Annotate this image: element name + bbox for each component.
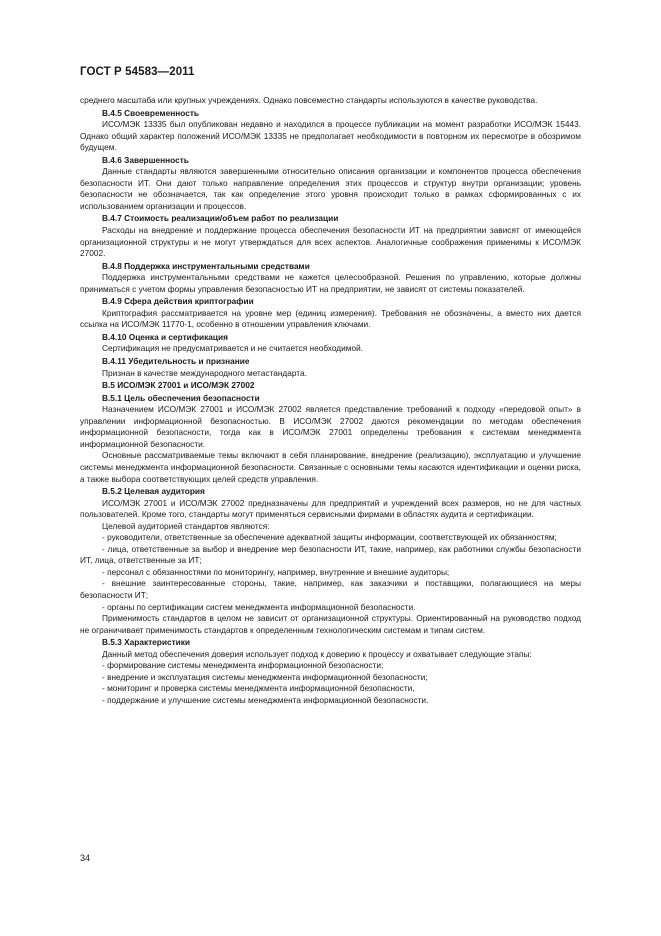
section-heading: В.4.6 Завершенность xyxy=(102,154,189,165)
list-item: - внешние заинтересованные стороны, такие, например, как заказчики и поставщики, полагающиеся на меры безопасности ИТ; xyxy=(80,578,581,600)
section-heading: В.4.11 Убедительность и признание xyxy=(102,356,250,367)
paragraph: Расходы на внедрение и поддержание процесса обеспечения безопасности ИТ на предприятии зависят от имеющейся организационной структуры и не могут утверждаться для всех аспектов. Аналогичные соображения применимы к ИСО/МЭК 27002. xyxy=(80,225,581,259)
paragraph: Применимость стандартов в целом не зависит от организационной структуры. Ориентированный на руководство подход не ограничивает применимость стандартов к определенным технологическим системам и типам систем. xyxy=(80,613,581,635)
section-heading: В.4.9 Сфера действия криптографии xyxy=(102,296,254,307)
page-body xyxy=(80,95,581,706)
section-heading: В.5 ИСО/МЭК 27001 и ИСО/МЭК 27002 xyxy=(102,380,255,391)
list-item: - руководители, ответственные за обеспечение адекватной защиты информации, соответствующей их обязанностям; xyxy=(102,532,557,543)
section-heading: В.4.8 Поддержка инструментальными средствами xyxy=(102,260,310,271)
list-item: - внедрение и эксплуатация системы менеджмента информационной безопасности; xyxy=(102,671,428,682)
paragraph: Целевой аудиторией стандартов являются: xyxy=(102,520,270,531)
paragraph: Назначением ИСО/МЭК 27001 и ИСО/МЭК 27002 является представление требований к подходу «передовой опыт» в управлении информационной безопасностью. В ИСО/МЭК 27002 даются рекомендации по методам обеспечения информационной безопасности, тогда как в ИСО/МЭК 27001 определены требования к системам менеджмента информационной безопасности. xyxy=(80,404,581,449)
paragraph: Данные стандарты являются завершенными относительно описания организации и компонентов процесса обеспечения безопасности ИТ. Они дают только направление определения этих процессов и структур внутри организации; уровень безопасности не обозначается, так как определение этого уровня происходит только в рамках сформированных с их использованием организации и процессов. xyxy=(80,166,581,211)
paragraph: ИСО/МЭК 13335 был опубликован недавно и находился в процессе публикации на момент разработки ИСО/МЭК 15443. Однако общий характер положений ИСО/МЭК 13335 не предполагает необходимости в повторном их пересмотре в обозримом будущем. xyxy=(80,119,581,153)
section-heading: В.5.1 Цель обеспечения безопасности xyxy=(102,392,260,403)
list-item: - лица, ответственные за выбор и внедрение мер безопасности ИТ, такие, например, как работники службы безопасности ИТ, лица, ответственные за ИТ; xyxy=(80,543,581,566)
paragraph: Данный метод обеспечения доверия использует подход к доверию к процессу и охватывает следующие этапы: xyxy=(102,648,532,659)
page-number: 34 xyxy=(80,853,91,863)
paragraph: среднего масштаба или крупных учреждениях. Однако повсеместно стандарты используются в качестве руководства. xyxy=(80,95,538,105)
list-item: - формирование системы менеджмента информационной безопасности; xyxy=(102,660,384,671)
section-heading: В.4.7 Стоимость реализации/объем работ по реализации xyxy=(102,213,339,224)
paragraph: Поддержка инструментальными средствами не кажется целесообразной. Решения по управлению, которые должны приниматься с учетом формы управления безопасностью ИТ на предприятии, не зависят от системы показателей. xyxy=(80,272,581,294)
list-item: - поддержание и улучшение системы менеджмента информационной безопасности. xyxy=(102,694,429,705)
list-item: - органы по сертификации систем менеджмента информационной безопасности. xyxy=(102,601,416,612)
list-item: - мониторинг и проверка системы менеджмента информационной безопасности, xyxy=(102,683,415,694)
section-heading: В.5.3 Характеристики xyxy=(102,637,190,648)
paragraph: Криптография рассматривается на уровне мер (единиц измерения). Требования не обозначены, а вместо них дается ссылка на ИСО/МЭК 11770-1, особенно в отношении управления ключами. xyxy=(80,307,581,330)
section-heading: В.5.2 Целевая аудитория xyxy=(102,486,205,497)
paragraph: Основные рассматриваемые темы включают в себя планирование, внедрение (реализацию), эксплуатацию и улучшение системы менеджмента информационной безопасности. Связанные с основными темы касаются идентификации и оценки риска, а также выбора соответствующих целей средств управления. xyxy=(80,450,581,484)
section-heading: В.4.10 Оценка и сертификация xyxy=(102,331,228,342)
paragraph: Сертификация не предусматривается и не считается необходимой. xyxy=(102,343,364,354)
paragraph: ИСО/МЭК 27001 и ИСО/МЭК 27002 предназначены для предприятий и учреждений всех размеров, но не для частных пользователей. Кроме того, стандарты могут применяться сервисными фирмами в областях аудита и сертификации. xyxy=(80,497,581,520)
list-item: - персонал с обязанностями по мониторингу, например, внутренние и внешние аудиторы; xyxy=(102,566,450,577)
paragraph: Признан в качестве международного метастандарта. xyxy=(102,367,307,378)
section-heading: В.4.5 Своевременность xyxy=(102,107,199,118)
document-header: ГОСТ Р 54583—2011 xyxy=(80,66,195,78)
